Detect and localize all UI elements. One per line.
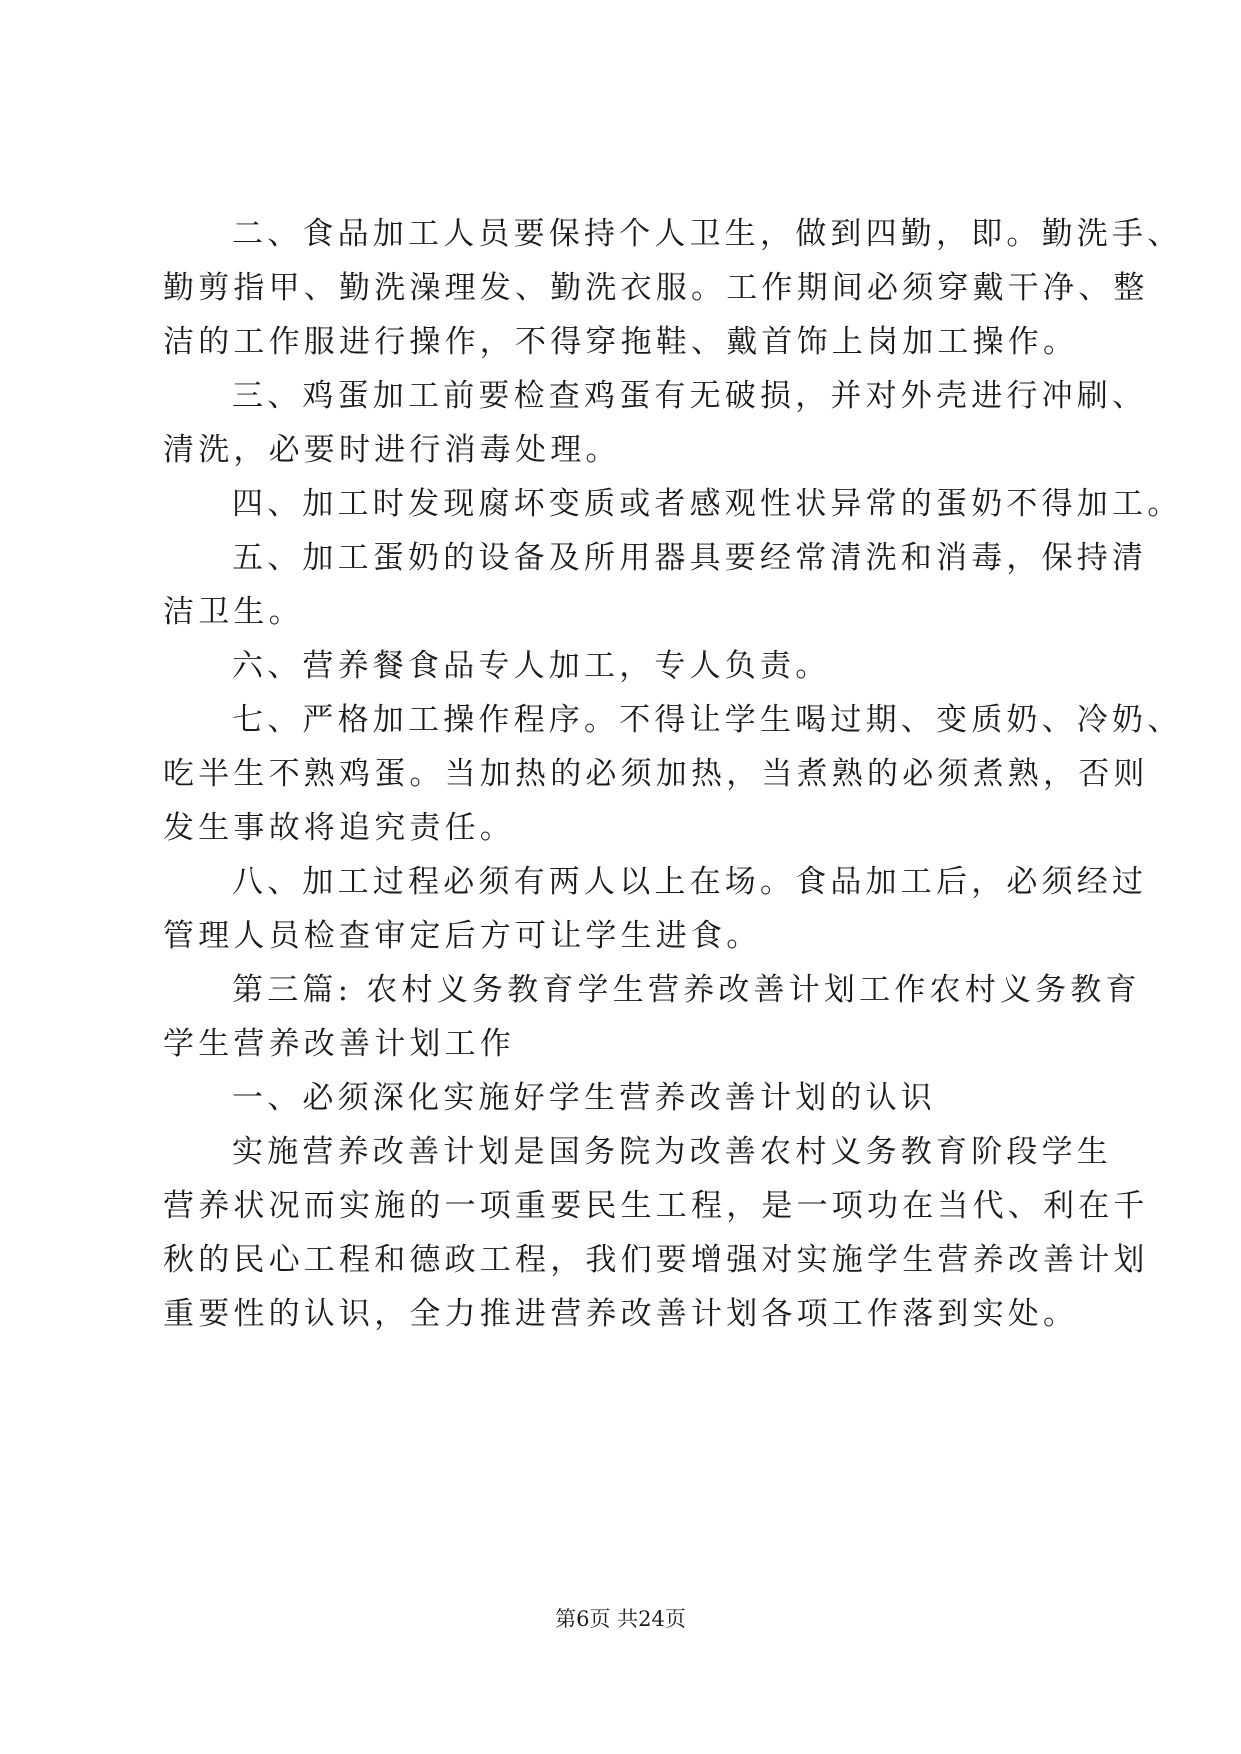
paragraph-line: 实施营养改善计划是国务院为改善农村义务教育阶段学生 (232, 1134, 1112, 1170)
paragraph-line: 洁卫生。 (163, 594, 304, 630)
paragraph-line: 营养状况而实施的一项重要民生工程，是一项功在当代、利在千 (163, 1188, 1149, 1224)
paragraph-line: 清洗，必要时进行消毒处理。 (163, 432, 621, 468)
paragraph-line: 重要性的认识，全力推进营养改善计划各项工作落到实处。 (163, 1296, 1079, 1332)
paragraph-line: 管理人员检查审定后方可让学生进食。 (163, 918, 762, 954)
paragraph-line: 七、严格加工操作程序。不得让学生喝过期、变质奶、冷奶、 (232, 702, 1183, 738)
paragraph-line: 五、加工蛋奶的设备及所用器具要经常清洗和消毒，保持清 (232, 540, 1148, 576)
subheading-line: 一、必须深化实施好学生营养改善计划的认识 (232, 1080, 936, 1116)
paragraph-line: 秋的民心工程和德政工程，我们要增强对实施学生营养改善计划 (163, 1242, 1149, 1278)
paragraph-line: 二、食品加工人员要保持个人卫生，做到四勤，即。勤洗手、 (232, 216, 1183, 252)
page-number: 第6页 共24页 (555, 1607, 686, 1631)
paragraph-line: 八、加工过程必须有两人以上在场。食品加工后，必须经过 (232, 864, 1148, 900)
paragraph-line: 六、营养餐食品专人加工，专人负责。 (232, 648, 831, 684)
paragraph-line: 发生事故将追究责任。 (163, 810, 515, 846)
paragraph-line: 勤剪指甲、勤洗澡理发、勤洗衣服。工作期间必须穿戴干净、整 (163, 270, 1149, 306)
paragraph-line: 四、加工时发现腐坏变质或者感观性状异常的蛋奶不得加工。 (232, 486, 1183, 522)
section-heading-line: 学生营养改善计划工作 (163, 1026, 515, 1062)
paragraph-line: 洁的工作服进行操作，不得穿拖鞋、戴首饰上岗加工操作。 (163, 324, 1079, 360)
section-heading-line: 第三篇: 农村义务教育学生营养改善计划工作农村义务教育 (232, 972, 1141, 1008)
paragraph-line: 三、鸡蛋加工前要检查鸡蛋有无破损，并对外壳进行冲刷、 (232, 378, 1148, 414)
paragraph-line: 吃半生不熟鸡蛋。当加热的必须加热，当煮熟的必须煮熟，否则 (163, 756, 1149, 792)
